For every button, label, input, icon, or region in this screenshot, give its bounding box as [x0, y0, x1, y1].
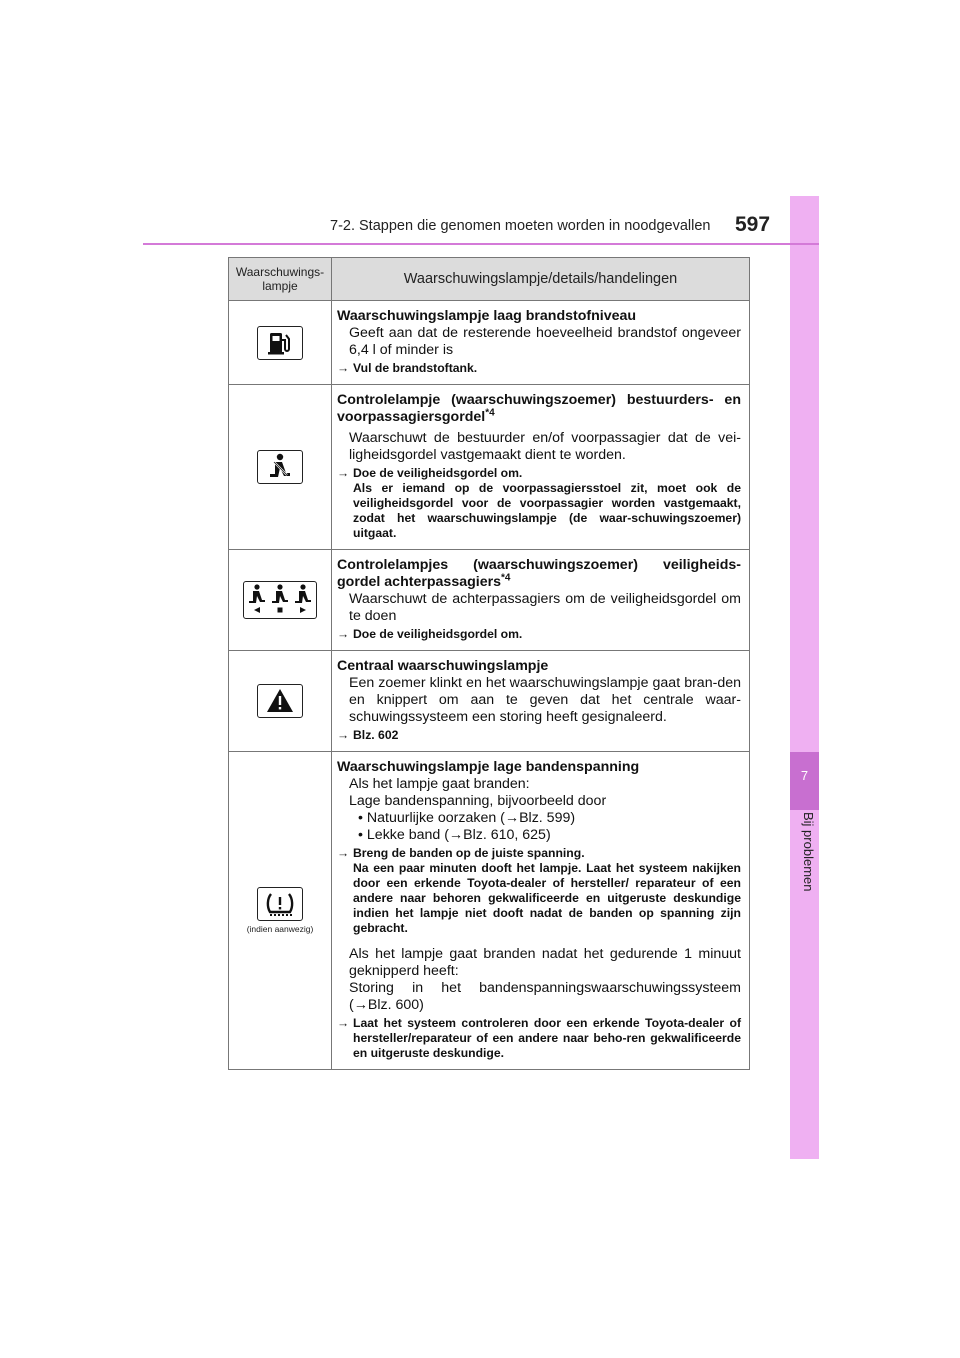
warning-lights-table	[228, 257, 750, 1070]
row-action: → Blz. 602	[337, 728, 399, 742]
column-header-details: Waarschuwingslampje/details/handelingen	[332, 258, 750, 301]
rear-seatbelts-icon	[243, 581, 317, 619]
footnote-marker: *4	[485, 407, 495, 419]
table-row	[229, 752, 750, 1070]
row-action: → Breng de banden op de juiste spanning.	[337, 846, 585, 860]
row-action: → Doe de veiligheidsgordel om.	[337, 627, 523, 641]
table-row	[229, 651, 750, 752]
row-action-note: Als er iemand op de voorpassagiersstoel zit, moet ook de veiligheidsgordel voor de voorpassagier worden vastgemaakt, zodat het waarschuwingslampje (de waar-schuwingszoemer) uitgaat.	[353, 481, 741, 540]
tire-pressure-icon	[257, 887, 303, 921]
row-action-note: Na een paar minuten dooft het lampje. Laat het systeem nakijken door een erkende Toyota-dealer of hersteller/ reparateur of een andere naar behoren gekwalificeerde en uitgeruste deskundige indien het lampje niet dooft nadat de banden op spanning zijn gebracht.	[353, 861, 741, 935]
row-details	[332, 651, 750, 752]
arrow-icon: →	[337, 728, 350, 742]
arrow-icon: →	[337, 627, 350, 641]
column-header-light: Waarschuwings-lampje	[229, 258, 332, 301]
row-action: → Vul de brandstoftank.	[337, 361, 478, 375]
arrow-icon: →	[337, 1016, 350, 1030]
master-warning-icon	[257, 684, 303, 718]
table-row	[229, 550, 750, 651]
row-title: Centraal waarschuwingslampje	[337, 658, 549, 674]
arrow-icon: →	[337, 361, 350, 375]
row-details	[332, 301, 750, 385]
row-description: Waarschuwt de bestuurder en/of voorpassagier dat de vei-ligheidsgordel vastgemaakt dient te worden.	[349, 430, 741, 463]
chapter-side-tab	[790, 196, 819, 1159]
icon-cell	[229, 301, 332, 385]
row-title: Controlelampje (waarschuwingszoemer) bestuurders- en voorpassagiersgordel$^{*4}$	[337, 392, 741, 425]
list-item: • Natuurlijke oorzaken (→Blz. 599)	[358, 810, 576, 826]
row-description: Als het lampje gaat branden nadat het gedurende 1 minuut geknipperd heeft:	[349, 946, 741, 979]
icon-cell	[229, 651, 332, 752]
list-item: • Lekke band (→Blz. 610, 625)	[358, 827, 551, 843]
arrow-icon: →	[337, 846, 350, 860]
chapter-label: Bij problemen	[801, 812, 816, 892]
table-header-row	[229, 258, 750, 301]
icon-availability-note: (indien aanwezig)	[246, 924, 314, 934]
page-number: 597	[735, 213, 771, 236]
row-action: → Doe de veiligheidsgordel om.	[337, 466, 523, 480]
fuel-pump-icon	[257, 326, 303, 360]
row-details	[332, 752, 750, 1070]
table-row	[229, 301, 750, 385]
row-action: → Laat het systeem controleren door een erkende Toyota-dealer of hersteller/reparateur of een andere naar beho-ren gekwalificeerde en uitgeruste deskundige.	[337, 1016, 741, 1060]
row-details	[332, 385, 750, 550]
row-details	[332, 550, 750, 651]
icon-cell	[229, 752, 332, 1070]
row-title: Waarschuwingslampje laag brandstofniveau	[337, 308, 637, 324]
row-description: Lage bandenspanning, bijvoorbeeld door	[349, 793, 607, 809]
row-description: Storing in het bandenspanningswaarschuwingssysteem (→Blz. 600)	[349, 980, 741, 1013]
chapter-number: 7	[800, 768, 809, 783]
row-title: Controlelampjes (waarschuwingszoemer) veiligheids-gordel achterpassagiers$^{*4}$	[337, 557, 741, 590]
icon-cell	[229, 550, 332, 651]
section-title: 7-2. Stappen die genomen moeten worden in noodgevallen	[330, 218, 711, 234]
table-row	[229, 385, 750, 550]
row-title: Waarschuwingslampje lage bandenspanning	[337, 759, 640, 775]
row-description: Geeft aan dat de resterende hoeveelheid brandstof ongeveer 6,4 l of minder is	[349, 325, 741, 358]
header-divider	[143, 243, 819, 245]
row-description: Als het lampje gaat branden:	[349, 776, 530, 792]
footnote-marker: *4	[501, 572, 511, 584]
icon-cell	[229, 385, 332, 550]
seatbelt-driver-icon	[257, 450, 303, 484]
arrow-icon: →	[337, 466, 350, 480]
row-description: Een zoemer klinkt en het waarschuwingslampje gaat bran-den en knippert om aan te geven dat het centrale waar-schuwingssysteem een storing heeft gesignaleerd.	[349, 675, 741, 725]
row-description: Waarschuwt de achterpassagiers om de veiligheidsgordel om te doen	[349, 591, 741, 624]
